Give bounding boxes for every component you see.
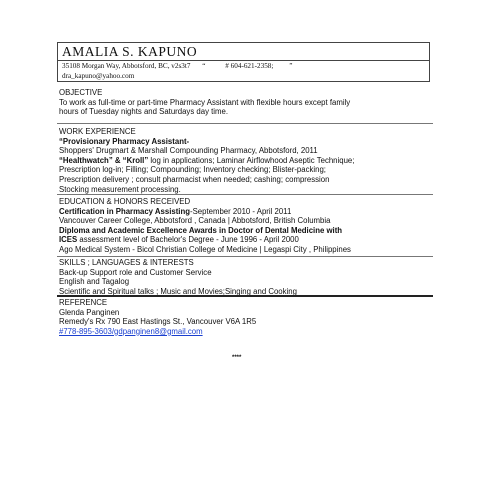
skills-line: English and Tagalog xyxy=(59,277,130,287)
skills-section xyxy=(59,258,297,296)
certification-line xyxy=(59,207,351,217)
school-line: Ago Medical System - Bicol Christian College of Medicine | Legaspi City , Philippines xyxy=(59,244,351,254)
work-heading: WORK EXPERIENCE xyxy=(59,127,136,136)
certification-dates: -September 2010 - April 2011 xyxy=(190,206,292,216)
phone-text: # 604-621-2358; xyxy=(225,62,274,70)
reference-name: Glenda Panginen xyxy=(59,307,120,317)
work-duty-line: Stocking measurement processing. xyxy=(59,184,181,194)
quote-open: “ xyxy=(202,62,206,70)
skills-line: Scientific and Spiritual talks ; Music and Movies;Singing and Cooking xyxy=(59,286,297,296)
section-divider xyxy=(57,123,433,124)
reference-heading: REFERENCE xyxy=(59,298,108,307)
ices-label: ICES xyxy=(59,235,78,245)
header-divider xyxy=(58,60,429,61)
applicant-name: AMALIA S. KAPUNO xyxy=(62,44,198,59)
objective-line: To work as full-time or part-time Pharmacy Assistant with flexible hours except family xyxy=(59,97,351,107)
work-title: “Provisionary Pharmacy Assistant- xyxy=(59,136,190,146)
objective-heading: OBJECTIVE xyxy=(59,88,103,97)
education-section xyxy=(59,197,351,255)
address-text: 35108 Morgan Way, Abbotsford, BC, v2s3t7 xyxy=(62,62,191,70)
quote-close: ” xyxy=(289,62,293,70)
section-divider xyxy=(57,295,433,297)
education-heading: EDUCATION & HONORS RECEIVED xyxy=(59,197,191,206)
software-names: “Healthwatch” & “Kroll” xyxy=(59,155,149,165)
header-box xyxy=(57,42,430,82)
objective-line: hours of Tuesday nights and Saturdays day time. xyxy=(59,107,229,117)
email-text: dra_kapuno@yahoo.com xyxy=(62,72,135,80)
footer-stars: **** xyxy=(232,355,242,361)
school-line: Vancouver Career College, Abbotsford , Canada | Abbotsford, British Columbia xyxy=(59,216,331,226)
work-duty-line: Prescription log-in; Filling; Compounding; Inventory checking; Blister-packing; xyxy=(59,165,326,175)
reference-address: Remedy's Rx 790 East Hastings St., Vancouver V6A 1R5 xyxy=(59,317,257,327)
work-employer: Shoppers' Drugmart & Marshall Compounding Pharmacy, Abbotsford, 2011 xyxy=(59,146,318,156)
work-duty-line xyxy=(59,156,354,166)
section-divider xyxy=(57,194,433,195)
work-duty-line: Prescription delivery ; consult pharmacist when needed; cashing; compression xyxy=(59,174,330,184)
work-section xyxy=(59,127,354,194)
section-divider xyxy=(57,256,433,257)
reference-contact-link[interactable]: #778-895-3603/gdpanginen8@gmail.com xyxy=(59,326,203,336)
certification-title: Certification in Pharmacy Assisting xyxy=(59,206,190,216)
ices-line xyxy=(59,235,351,245)
skills-line: Back-up Support role and Customer Service xyxy=(59,267,212,277)
contact-line xyxy=(62,62,292,71)
reference-section xyxy=(59,298,256,336)
skills-heading: SKILLS ; LANGUAGES & INTERESTS xyxy=(59,258,194,267)
ices-rest: assessment level of Bachelor's Degree - June 1996 - April 2000 xyxy=(77,235,299,245)
objective-section xyxy=(59,88,350,117)
work-duty-rest: log in applications; Laminar Airflowhood Aseptic Technique; xyxy=(148,155,355,165)
diploma-line: Diploma and Academic Excellence Awards in Doctor of Dental Medicine with xyxy=(59,225,343,235)
